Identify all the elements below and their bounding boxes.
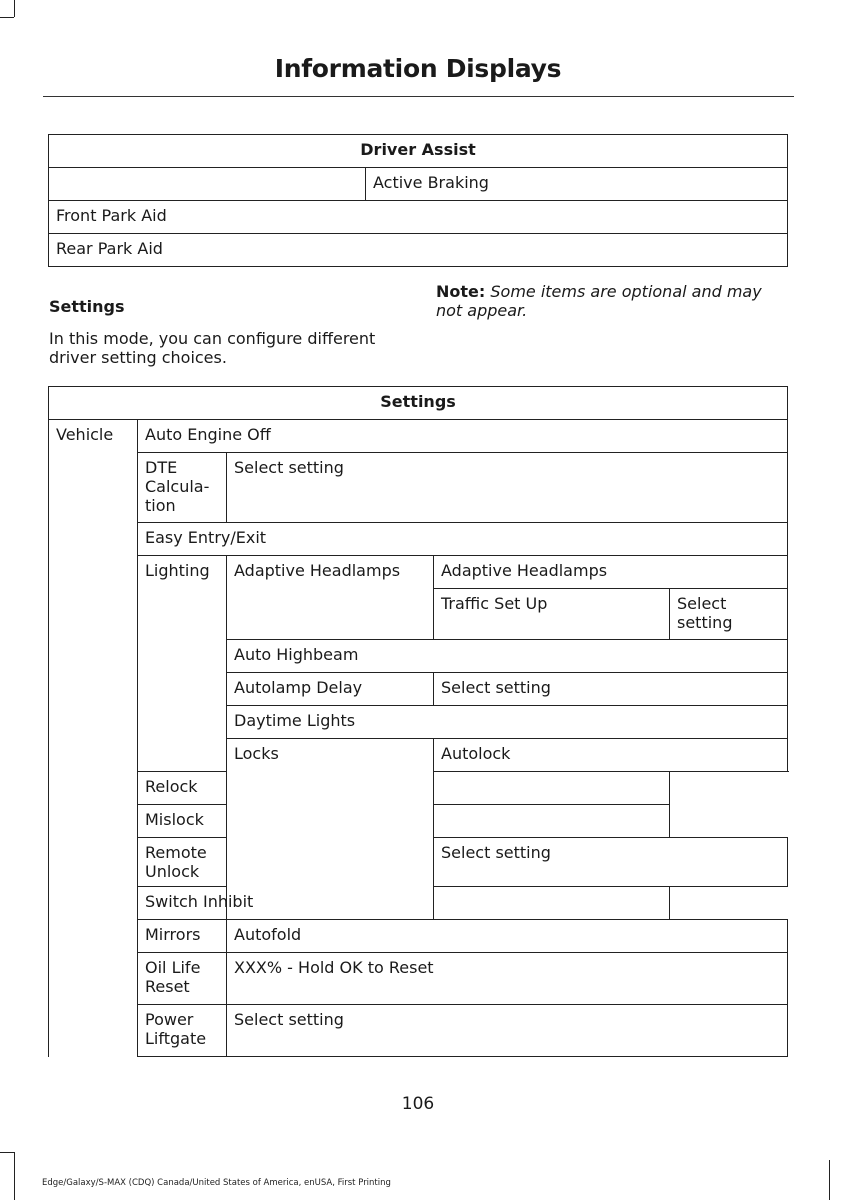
- settings-table: [48, 386, 788, 1057]
- settings-heading: Settings: [49, 297, 125, 316]
- crop-mark-top: [0, 17, 14, 18]
- table-cell: Power Liftgate: [138, 1005, 227, 1057]
- crop-mark-top: [14, 0, 15, 17]
- table-cell: Select setting: [434, 838, 788, 887]
- table-cell: Relock: [138, 772, 670, 805]
- edition-footer: Edge/Galaxy/S-MAX (CDQ) Canada/United States of America, enUSA, First Printing: [42, 1178, 391, 1188]
- table-cell: Oil Life Reset: [138, 953, 227, 1005]
- crop-mark-bottom-right: [829, 1160, 830, 1200]
- table-cell: Autolock: [434, 739, 788, 772]
- table-cell: Autofold: [227, 920, 788, 953]
- table-cell: Adaptive Headlamps: [434, 556, 788, 589]
- table-cell: Adaptive Headlamps: [227, 556, 434, 640]
- settings-description: In this mode, you can configure different driver setting choices.: [49, 329, 376, 367]
- table-cell: Front Park Aid: [49, 201, 788, 234]
- table-cell: Select setting: [227, 1005, 788, 1057]
- empty-cell: [49, 168, 366, 201]
- table-cell: Mislock: [138, 805, 670, 838]
- table-cell: Autolamp Delay: [227, 673, 434, 706]
- table-cell: Auto Engine Off: [138, 420, 788, 453]
- page-title: Information Displays: [274, 54, 562, 83]
- crop-mark-bottom: [14, 1152, 15, 1200]
- note-text: Some items are optional and may not appear.: [436, 282, 762, 320]
- driver-assist-heading: Driver Assist: [49, 135, 788, 168]
- table-cell: Rear Park Aid: [49, 234, 788, 267]
- table-cell: Vehicle: [49, 420, 138, 1057]
- table-cell: Remote Unlock: [138, 838, 227, 887]
- table-cell: Mirrors: [138, 920, 227, 953]
- table-cell: XXX% - Hold OK to Reset: [227, 953, 788, 1005]
- table-cell: Locks: [227, 739, 434, 920]
- table-cell: Easy Entry/Exit: [138, 523, 788, 556]
- table-cell: Switch Inhibit: [138, 887, 670, 920]
- table-cell: Lighting: [138, 556, 227, 772]
- table-cell: Select setting: [227, 453, 788, 523]
- note: [436, 282, 786, 320]
- table-cell: Select setting: [670, 589, 788, 640]
- crop-mark-bottom: [0, 1152, 14, 1153]
- table-cell: Active Braking: [366, 168, 788, 201]
- table-cell: DTE Calcula- tion: [138, 453, 227, 523]
- driver-assist-table: [48, 134, 788, 267]
- page-number: 106: [401, 1094, 435, 1114]
- settings-table-heading: Settings: [49, 387, 788, 420]
- title-divider: [43, 96, 794, 97]
- table-cell: Auto Highbeam: [227, 640, 788, 673]
- table-cell: Traffic Set Up: [434, 589, 670, 640]
- table-cell: Daytime Lights: [227, 706, 788, 739]
- note-label: Note:: [436, 282, 486, 301]
- table-cell: Select setting: [434, 673, 788, 706]
